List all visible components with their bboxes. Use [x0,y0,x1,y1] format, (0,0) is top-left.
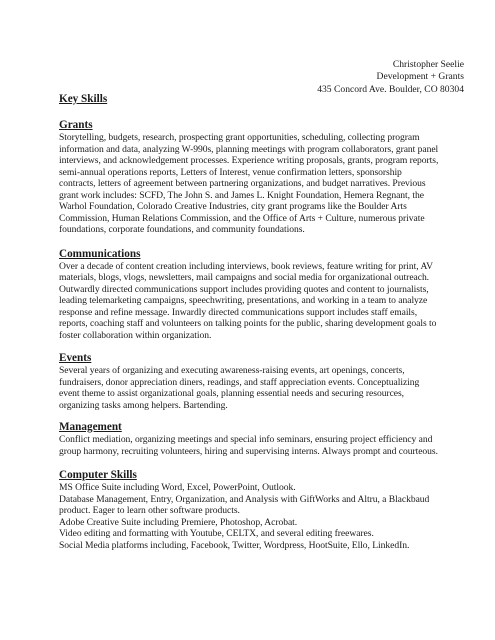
management-line: Conflict mediation, organizing meetings and special info seminars, ensuring project efficiency and [59,434,433,445]
events-line: Several years of organizing and executing awareness-raising events, art openings, concerts, [59,365,405,376]
management-line: group harmony, recruiting volunteers, hiring and supervising interns. Always prompt and courteous. [59,445,438,457]
resume-body [59,92,464,551]
contact-header [317,59,464,96]
grants-section [59,118,464,236]
computer-skills-line: Video editing and formatting with Youtube, CELTX, and several editing freewares. [59,528,374,539]
events-line: fundraisers, donor appreciation diners, readings, and staff appreciation events. Conceptualizing [59,376,420,388]
grants-line: foundations, corporate foundations, and community foundations. [59,224,305,235]
communications-line: response and refine message. Inwardly directed communications support includes staff emails, [59,306,418,318]
computer-skills-line: Social Media platforms including, Facebook, Twitter, Wordpress, HootSuite, Ello, LinkedIn. [59,539,410,551]
management-heading: Management [59,421,122,433]
events-heading: Events [59,352,92,364]
events-line: event theme to assist organizational goals, planning essential needs and securing resources, [59,388,405,399]
grants-line: interviews, and acknowledgement processes. Experience writing proposals, grants, program reports, [59,155,439,166]
management-text [59,434,464,457]
communications-line: reports, coaching staff and volunteers on talking points for the public, sharing development goals to [59,318,437,329]
computer-skills-section [59,468,464,551]
computer-skills-text [59,482,464,551]
candidate-title: Development + Grants [376,71,464,83]
candidate-address: 435 Concord Ave. Boulder, CO 80304 [317,83,464,95]
key-skills-heading: Key Skills [59,93,108,105]
communications-line: leading telemarketing campaigns, speechwriting, presentations, and working in a team to analyze [59,295,428,306]
grants-line: semi-annual operations reports, Letters of Interest, venue confirmation letters, sponsorship [59,166,402,178]
grants-line: Warhol Foundation, Colorado Creative Industries, city grant programs like the Boulder Arts [59,201,407,212]
events-line: organizing tasks among helpers. Bartending. [59,399,228,411]
candidate-name: Christopher Seelie [392,59,464,70]
computer-skills-line: product. Eager to learn other software products. [59,505,240,516]
grants-line: grant work includes: SCFD, The John S. and James L. Knight Foundation, Hemera Regnant, the [59,189,424,201]
communications-line: materials, blogs, vlogs, newsletters, mail campaigns and social media for organizational outreach. [59,272,430,283]
communications-line: foster collaboration within organization. [59,329,212,341]
events-text [59,365,464,411]
communications-text [59,261,464,342]
grants-line: Commission, Human Relations Commission, and the Office of Arts + Culture, numerous private [59,212,425,224]
computer-skills-line: MS Office Suite including Word, Excel, PowerPoint, Outlook. [59,482,296,493]
communications-line: Over a decade of content creation including interviews, book reviews, feature writing for print, AV [59,260,433,272]
computer-skills-line: Database Management, Entry, Organization, and Analysis with GiftWorks and Altru, a Blackbaud [59,493,430,505]
grants-heading: Grants [59,119,93,131]
communications-section [59,247,464,342]
communications-line: Outwardly directed communications support includes providing quotes and content to journalists, [59,283,429,295]
computer-skills-line: Adobe Creative Suite including Premiere, Photoshop, Acrobat. [59,516,298,528]
computer-skills-heading: Computer Skills [59,469,137,481]
management-section [59,420,464,457]
communications-heading: Communications [59,247,141,260]
events-section [59,351,464,411]
grants-line: Storytelling, budgets, research, prospecting grant opportunities, scheduling, collecting program [59,132,420,143]
grants-line: contracts, letters of agreement between partnering organizations, and budget narratives. Previous [59,178,426,189]
grants-line: information and data, analyzing W-990s, planning meetings with program collaborators, grant panel [59,143,439,155]
grants-text [59,132,464,236]
